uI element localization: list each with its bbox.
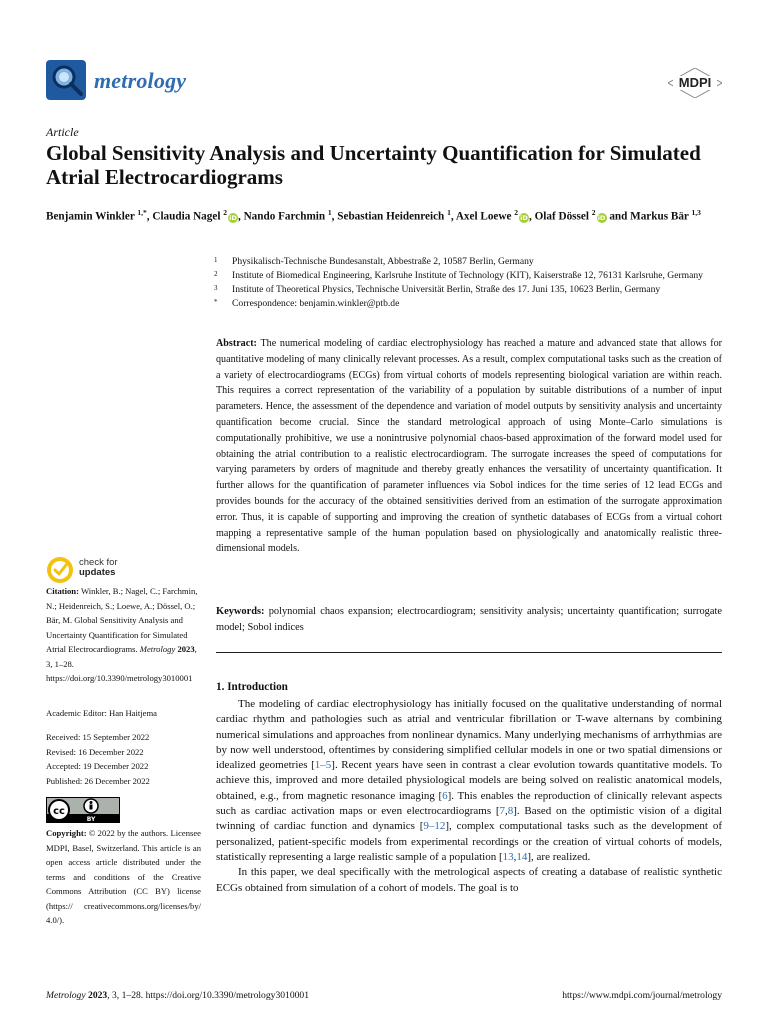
orcid-icon[interactable]: iD <box>229 213 237 222</box>
author-separator: and <box>606 210 631 223</box>
affiliation-text: Physikalisch-Technische Bundesanstalt, Abbestraße 2, 10587 Berlin, Germany <box>232 256 534 267</box>
body-paragraph <box>216 865 722 896</box>
body-paragraph <box>216 697 722 865</box>
author-separator: , <box>237 210 244 223</box>
orcid-icon[interactable]: iD <box>597 213 606 222</box>
affiliation-item <box>210 269 730 283</box>
affiliation-item <box>210 283 730 297</box>
affiliation-number: 3 <box>214 284 218 292</box>
author-name[interactable]: Nando Farchmin <box>243 210 328 223</box>
section-title: 1. Introduction <box>216 681 288 693</box>
citation-label: Citation: <box>46 586 79 596</box>
body-text: ]. Based on the optimistic vision of a digital twinning of cardiac function and dynamics [ <box>216 805 723 833</box>
body-text: In this paper, we deal specifically with the metrological aspects of creating a database of realistic synthetic ECGs obtained from simulation of a cohort of models. The goal is to <box>216 866 722 894</box>
cc-by-license-icon[interactable] <box>46 797 120 823</box>
body-text: , <box>505 805 508 818</box>
affiliation-item <box>210 255 730 269</box>
introduction-body <box>216 697 722 896</box>
author-name[interactable]: Olaf Dössel <box>534 210 592 223</box>
metrology-logo-icon <box>46 60 86 100</box>
affiliation-item <box>210 297 730 311</box>
keywords <box>216 604 722 636</box>
author-affiliation-marker: 1,* <box>137 208 147 217</box>
check-updates-line1: check for <box>79 557 118 568</box>
author-separator: , <box>450 210 456 223</box>
dates-block <box>46 730 201 788</box>
author-name[interactable]: Axel Loewe <box>455 210 515 223</box>
body-text: ], complex computational tasks such as the development of personalized, patient-specific models from experimental recordings or the creation of virtual cohorts of models, statistically representing a large realistic sample of a population [ <box>216 820 722 863</box>
keywords-text: polynomial chaos expansion; electrocardiogram; sensitivity analysis; uncertainty quantification; surrogate model; Sobol indices <box>216 606 722 633</box>
author-separator: , <box>528 210 535 223</box>
abstract <box>216 336 722 557</box>
orcid-icon[interactable]: iD <box>520 213 528 222</box>
check-updates-icon <box>46 556 74 584</box>
citation-journal: Metrology <box>139 644 176 654</box>
footer-doi[interactable]: , 3, 1–28. https://doi.org/10.3390/metrology3010001 <box>107 990 310 1001</box>
journal-name[interactable]: metrology <box>94 68 187 93</box>
received-date: Received: 15 September 2022 <box>46 732 150 742</box>
author-separator: , <box>331 210 338 223</box>
author-list <box>46 204 726 226</box>
published-date: Published: 26 December 2022 <box>46 775 150 786</box>
body-text: ]. Recent years have seen in contrast a clear evolution towards quantitative models. To achieve this, improved and more detailed physiological models are being solved on realistic anatomical models, obtained, e.g., from magnetic resonance imaging [ <box>216 759 722 802</box>
copyright-text: © 2022 by the authors. Licensee MDPI, Basel, Switzerland. This article is an open access article distributed under the terms and conditions of the Creative Commons Attribution (CC BY) license (https:// creativecommons.org/licenses/by/ 4.0/). <box>46 828 201 925</box>
abstract-label: Abstract: <box>216 338 257 349</box>
footer-journal: Metrology <box>46 990 86 1001</box>
check-updates-label <box>79 558 118 578</box>
citation-block <box>46 584 201 686</box>
svg-text:cc: cc <box>53 806 65 817</box>
citation-link[interactable]: 7 <box>499 805 506 818</box>
body-text: ], are realized. <box>527 850 591 863</box>
footer-year: 2023 <box>88 990 108 1001</box>
copyright-block <box>46 826 201 928</box>
paper-title: Global Sensitivity Analysis and Uncertainty Quantification for Simulated Atrial Electrocardiograms <box>46 141 701 189</box>
author-affiliation-marker: 1,3 <box>691 208 701 217</box>
author-name[interactable]: Markus Bär <box>630 210 692 223</box>
keywords-label: Keywords: <box>216 606 265 617</box>
citation-link[interactable]: 13 <box>502 850 514 863</box>
citation-tail[interactable]: , 3, 1–28. https://doi.org/10.3390/metrology3010001 <box>46 644 197 683</box>
affiliation-number: 2 <box>214 270 218 278</box>
body-text: ]. This enables the reproduction of clinically relevant aspects such as cardiac activation maps or even electrocardiograms [ <box>216 789 722 818</box>
body-text: The modeling of cardiac electrophysiology has initially focused on the qualitative understanding of normal cardiac rhythm and pathologies such as atrial and ventricular fibrillation or T-wave alternans by combining numerical simulations and approaches from nonlinear dynamics. Many underlying mechanisms of arrhythmias are by now well understood, oftentimes by considering simplified cellular models in one or two spatial dimensions or idealized geometries [ <box>216 698 722 772</box>
svg-text:BY: BY <box>86 816 96 823</box>
accepted-date: Accepted: 19 December 2022 <box>46 761 149 771</box>
footer-citation <box>46 990 309 1001</box>
author-name[interactable]: Sebastian Heidenreich <box>337 210 448 223</box>
author-affiliation-marker: 2 <box>591 208 596 217</box>
section-divider <box>216 652 722 653</box>
author-affiliation-marker: 2 <box>514 208 518 217</box>
mdpi-logo-icon[interactable] <box>668 68 722 98</box>
abstract-text: The numerical modeling of cardiac electrophysiology has reached a mature and advanced state that allows for quantitative modeling of many clinically relevant processes. As a result, complex computational tasks such as the creation of a variety of electrocardiograms (ECGs) from virtual cohorts of models representing biological variation are within reach. This requires a correct representation of the variability of a population by suitable distributions of a number of input parameters. Hence, the assessment of the dependence and variation of model outputs by sensitivity analysis and uncertainty quantification become crucial. Since the standard metrological approach of using Monte–Carlo simulations is computationally prohibitive, we use a nonintrusive polynomial chaos-based approximation of the forward model used for obtaining the atrial contribution to a realistic electrocardiogram. The surrogate increases the speed of computations for varying parameters by orders of magnitude and thereby greatly enhances the versatility of uncertainty quantification. It further allows for the quantification of parameter influences via Sobol indices for the time series of 12 lead ECGs and provides bounds for the accuracy of the obtained sensitivities derived from an estimation of the surrogate approximation error. Thus, it is capable of supporting and improving the creation of synthetic databases of ECGs from a virtual cohort mapping a representative sample of the human population based on physiologically and anatomically realistic three-dimensional models. <box>216 338 723 555</box>
citation-link[interactable]: 1–5 <box>314 759 332 772</box>
author-affiliation-marker: 1 <box>447 208 451 217</box>
academic-editor: Academic Editor: Han Haitjema <box>46 708 157 718</box>
citation-link[interactable]: 14 <box>516 850 528 863</box>
author-affiliation-marker: 2 <box>223 208 227 217</box>
copyright-label: Copyright: <box>46 828 87 838</box>
author-name[interactable]: Claudia Nagel <box>152 210 224 223</box>
journal-header <box>46 60 722 104</box>
citation-year: 2023 <box>177 644 195 654</box>
affiliation-number: 1 <box>214 256 218 264</box>
citation-link[interactable]: 8 <box>507 805 514 818</box>
affiliation-text: Correspondence: benjamin.winkler@ptb.de <box>232 298 400 309</box>
author-name[interactable]: Benjamin Winkler <box>46 210 138 223</box>
revised-date: Revised: 16 December 2022 <box>46 746 144 757</box>
author-affiliation-marker: 1 <box>327 208 332 217</box>
body-text: , <box>513 850 517 863</box>
citation-link[interactable]: 6 <box>442 789 448 802</box>
affiliation-text: Institute of Theoretical Physics, Technische Universität Berlin, Straße des 17. Juni 135, 10623 Berlin, Germany <box>232 284 661 295</box>
citation-text: Winkler, B.; Nagel, C.; Farchmin, N.; Heidenreich, S.; Loewe, A.; Dössel, O.; Bär, M. Global Sensitivity Analysis and Uncertainty Quantification for Simulated Atrial Electrocardiograms. <box>46 586 198 654</box>
citation-link[interactable]: 9–12 <box>423 820 446 833</box>
affiliation-number: * <box>214 298 218 306</box>
footer-journal-url[interactable]: https://www.mdpi.com/journal/metrology <box>562 990 722 1001</box>
check-updates-line2: updates <box>79 567 116 578</box>
affiliation-text: Institute of Biomedical Engineering, Karlsruhe Institute of Technology (KIT), Kaiserstraße 12, 76131 Karlsruhe, Germany <box>232 270 703 281</box>
publisher-name: MDPI <box>678 75 712 90</box>
author-separator: , <box>146 210 153 223</box>
affiliations <box>210 255 730 311</box>
check-for-updates-button[interactable] <box>46 556 166 586</box>
article-type: Article <box>46 125 79 139</box>
